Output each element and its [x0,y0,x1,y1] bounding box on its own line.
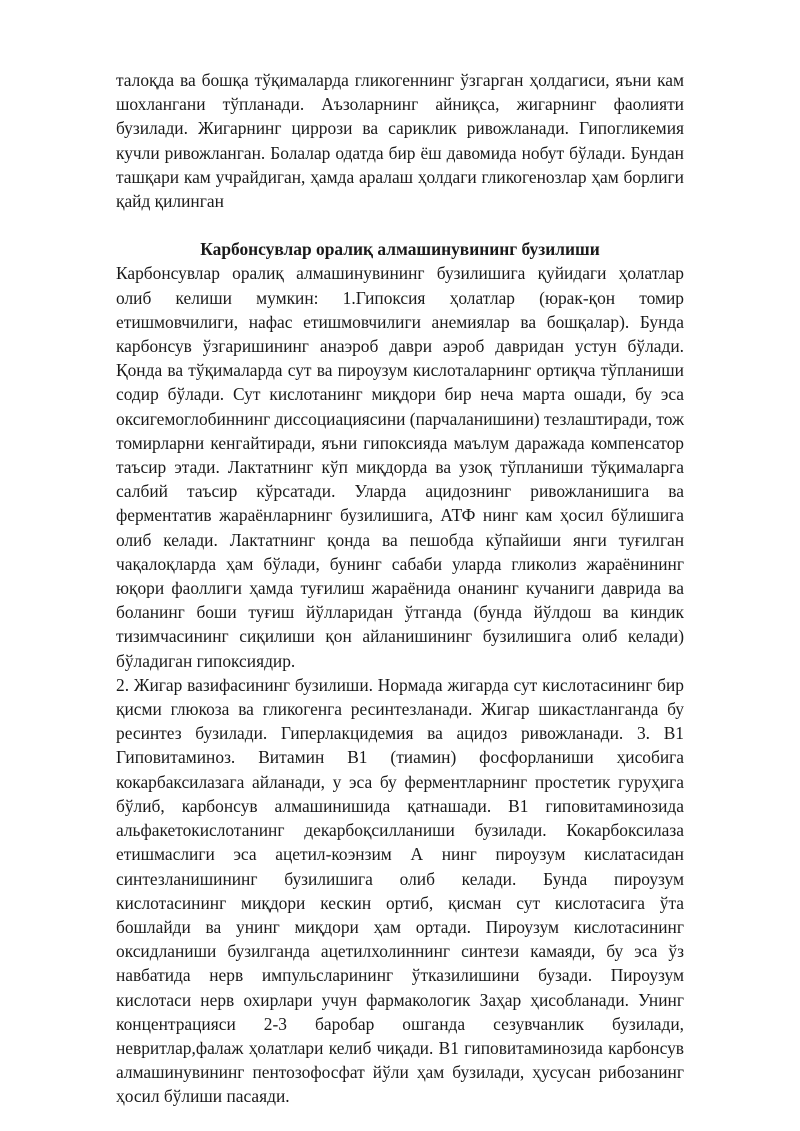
section-title: Карбонсувлар оралиқ алмашинувининг бузилиши [200,239,600,260]
body-paragraph-1: Карбонсувлар оралиқ алмашинувининг бузилишига қуйидаги ҳолатлар олиб келиши мумкин: 1.Гипоксия ҳолатлар (юрак-қон томир етишмовчилиги, нафас етишмовчилиги анемиялар ва бошқалар). Бунда карбонсув ўзгаришининг анаэроб даври аэроб давридан устун бўлади. Қонда ва тўқималарда сут ва пироузум кислоталарнинг ортиқча тўпланиши содир бўлади. Сут кислотанинг миқдори бир неча марта ошади, бу эса оксигемоглобиннинг диссоциациясини (парчаланишини) тезлаштиради, тож томирларни кенгайтиради, яъни гипоксияда маълум даражада компенсатор таъсир этади. Лактатнинг кўп миқдорда ва узоқ тўпланиши тўқималарга салбий таъсир кўрсатади. Уларда ацидознинг ривожланишига ва ферментатив жараёнларнинг бузилишига, АТФ нинг кам ҳосил бўлишига олиб келади. Лактатнинг қонда ва пешобда кўпайиши янги туғилган чақалоқларда ҳам бўлади, бунинг сабаби уларда гликолиз жараёнининг юқори фаоллиги ҳамда туғилиш жараёнида онанинг кучаниги даврида ва боланинг боши туғиш йўлларидан ўтганда (бунда йўлдош ва киндик тизимчасининг сиқилиши қон айланишининг бузилишига олиб келади) бўладиган гипоксиядир. [116,263,684,671]
document-page [116,68,684,1109]
body-paragraph-2: 2. Жигар вазифасининг бузилиши. Нормада жигарда сут кислотасининг бир қисми глюкоза ва гликогенга ресинтезланади. Жигар шикастланганда бу ресинтез бузилади. Гиперлакцидемия ва ацидоз ривожланади. 3. В1 Гиповитаминоз. Витамин В1 (тиамин) фосфорланиши ҳисобига кокарбаксилазага айланади, у эса бу ферментларнинг простетик гуруҳига бўлиб, карбонсув алмашинишида қатнашади. В1 гиповитаминозида альфакетокислотанинг декарбоқсилланиши бузилади. Кокарбоксилаза етишмаслиги эса ацетил-коэнзим А нинг пироузум кислатасидан синтезланишининг бузилишига олиб келади. Бунда пироузум кислотасининг миқдори кескин ортиб, қисман сут кислотасига ўта бошлайди ва унинг миқдори ҳам ортади. Пироузум кислотасининг оксидланиши бузилганда ацетилхолиннинг синтези камаяди, бу эса ўз навбатида нерв импульсларининг ўтказилишини бузади. Пироузум кислотаси нерв охирлари учун фармакологик Заҳар ҳисобланади. Унинг концентрацияси 2-3 баробар ошганда сезувчанлик бузилади, невритлар,фалаж ҳолатлари келиб чиқади. В1 гиповитаминозида карбонсув алмашинувининг пентозофосфат йўли ҳам бузилади, ҳусусан рибозанинг ҳосил бўлиши пасаяди. [116,674,684,1107]
paragraph-gap [116,213,684,237]
intro-paragraph: талоқда ва бошқа тўқималарда гликогеннинг ўзгарган ҳолдагиси, яъни кам шохлангани тўпланади. Аъзоларнинг айниқса, жигарнинг фаолияти бузилади. Жигарнинг циррози ва сариклик ривожланади. Гипогликемия кучли ривожланган. Болалар одатда бир ёш давомида нобут бўлади. Бундан ташқари кам учрайдиган, ҳамда аралаш ҳолдаги гликогенозлар ҳам борлиги қайд қилинган [116,70,684,212]
